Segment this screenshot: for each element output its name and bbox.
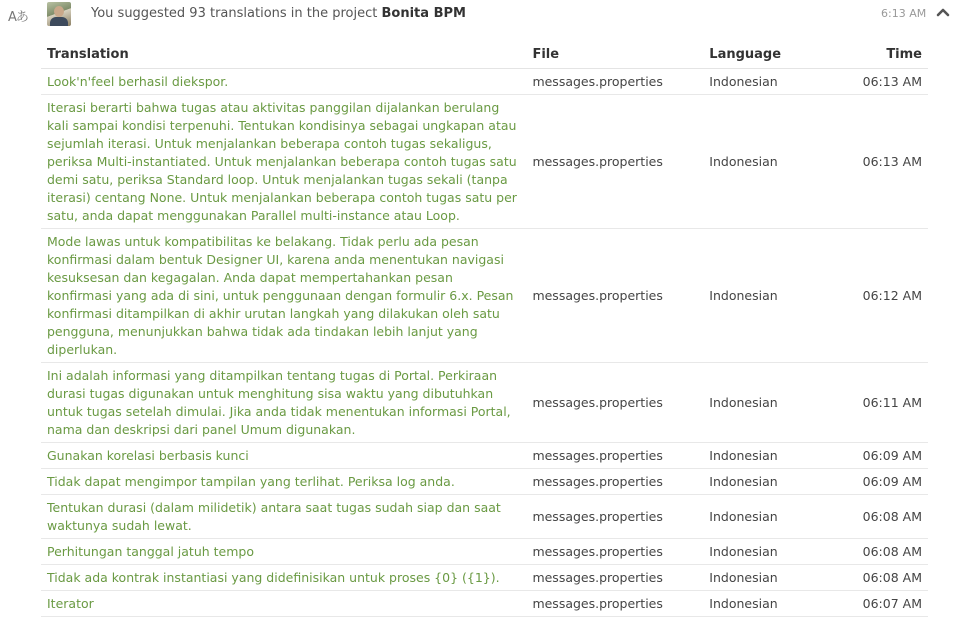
- language-cell: Indonesian: [703, 495, 835, 539]
- translation-link[interactable]: Tidak dapat mengimpor tampilan yang terlihat. Periksa log anda.: [41, 469, 526, 495]
- file-cell: messages.properties: [526, 363, 703, 443]
- table-row: [41, 565, 928, 591]
- table-row: [41, 69, 928, 95]
- translation-link[interactable]: Look'n'feel berhasil diekspor.: [41, 69, 526, 95]
- table-header-row: [41, 40, 928, 69]
- language-cell: Indonesian: [703, 443, 835, 469]
- translate-icon: Aあ: [8, 10, 28, 25]
- translation-link[interactable]: Iterasi berarti bahwa tugas atau aktivitas panggilan dijalankan berulang kali sampai kondisi terpenuhi. Tentukan kondisinya sebagai ungkapan atau sejumlah iterasi. Untuk menjalankan beberapa contoh tugas sekaligus, periksa Multi-instantiated. Untuk menjalankan beberapa contoh tugas satu demi satu, periksa Standard loop. Untuk menjalankan tugas sekali (tanpa iterasi) centang None. Untuk menjalankan beberapa contoh tugas satu per satu, anda dapat menggunakan Parallel multi-instance atau Loop.: [41, 95, 526, 229]
- table-row: [41, 495, 928, 539]
- column-header-time: Time: [835, 40, 928, 69]
- language-cell: Indonesian: [703, 565, 835, 591]
- activity-headline: [91, 6, 466, 21]
- time-cell: 06:08 AM: [835, 565, 928, 591]
- file-cell: messages.properties: [526, 495, 703, 539]
- translation-link[interactable]: Perhitungan tanggal jatuh tempo: [41, 539, 526, 565]
- table-row: [41, 363, 928, 443]
- file-cell: messages.properties: [526, 565, 703, 591]
- language-cell: Indonesian: [703, 591, 835, 617]
- translation-link[interactable]: Ini adalah informasi yang ditampilkan tentang tugas di Portal. Perkiraan durasi tugas digunakan untuk menghitung sisa waktu yang dibutuhkan untuk tugas setelah dimulai. Jika anda tidak menentukan informasi Portal, nama dan deskripsi dari panel Umum digunakan.: [41, 363, 526, 443]
- time-cell: 06:08 AM: [835, 495, 928, 539]
- table-row: [41, 443, 928, 469]
- time-cell: 06:11 AM: [835, 363, 928, 443]
- table-row: [41, 469, 928, 495]
- language-cell: Indonesian: [703, 69, 835, 95]
- translation-link[interactable]: Tentukan durasi (dalam milidetik) antara saat tugas sudah siap dan saat waktunya sudah lewat.: [41, 495, 526, 539]
- avatar[interactable]: [47, 2, 71, 26]
- file-cell: messages.properties: [526, 229, 703, 363]
- file-cell: messages.properties: [526, 591, 703, 617]
- column-header-file: File: [526, 40, 703, 69]
- time-cell: 06:07 AM: [835, 591, 928, 617]
- time-cell: 06:09 AM: [835, 443, 928, 469]
- translation-link[interactable]: Gunakan korelasi berbasis kunci: [41, 443, 526, 469]
- language-cell: Indonesian: [703, 539, 835, 565]
- table-row: [41, 539, 928, 565]
- column-header-translation: Translation: [41, 40, 526, 69]
- language-cell: Indonesian: [703, 95, 835, 229]
- file-cell: messages.properties: [526, 539, 703, 565]
- activity-time: 6:13 AM: [881, 7, 927, 20]
- chevron-up-icon[interactable]: [935, 4, 951, 20]
- translation-link[interactable]: Tidak ada kontrak instantiasi yang didefinisikan untuk proses {0} ({1}).: [41, 565, 526, 591]
- activity-header: [0, 0, 958, 30]
- file-cell: messages.properties: [526, 443, 703, 469]
- time-cell: 06:13 AM: [835, 95, 928, 229]
- column-header-language: Language: [703, 40, 835, 69]
- language-cell: Indonesian: [703, 363, 835, 443]
- table-row: [41, 229, 928, 363]
- time-cell: 06:08 AM: [835, 539, 928, 565]
- file-cell: messages.properties: [526, 95, 703, 229]
- language-cell: Indonesian: [703, 229, 835, 363]
- project-link[interactable]: Bonita BPM: [381, 6, 466, 21]
- file-cell: messages.properties: [526, 69, 703, 95]
- language-cell: Indonesian: [703, 469, 835, 495]
- translation-link[interactable]: Mode lawas untuk kompatibilitas ke belakang. Tidak perlu ada pesan konfirmasi dalam bentuk Designer UI, karena anda menentukan navigasi kesuksesan dan kegagalan. Anda dapat mempertahankan pesan konfirmasi yang ada di sini, untuk penggunaan dengan formulir 6.x. Pesan konfirmasi ditampilkan di akhir urutan langkah yang dilakukan oleh satu pengguna, menunjukkan bahwa tidak ada tindakan lebih lanjut yang diperlukan.: [41, 229, 526, 363]
- time-cell: 06:13 AM: [835, 69, 928, 95]
- translation-link[interactable]: Iterator: [41, 591, 526, 617]
- time-cell: 06:12 AM: [835, 229, 928, 363]
- table-row: [41, 95, 928, 229]
- table-row: [41, 591, 928, 617]
- translations-table: [41, 40, 928, 617]
- time-cell: 06:09 AM: [835, 469, 928, 495]
- file-cell: messages.properties: [526, 469, 703, 495]
- headline-text: You suggested 93 translations in the project: [91, 6, 378, 21]
